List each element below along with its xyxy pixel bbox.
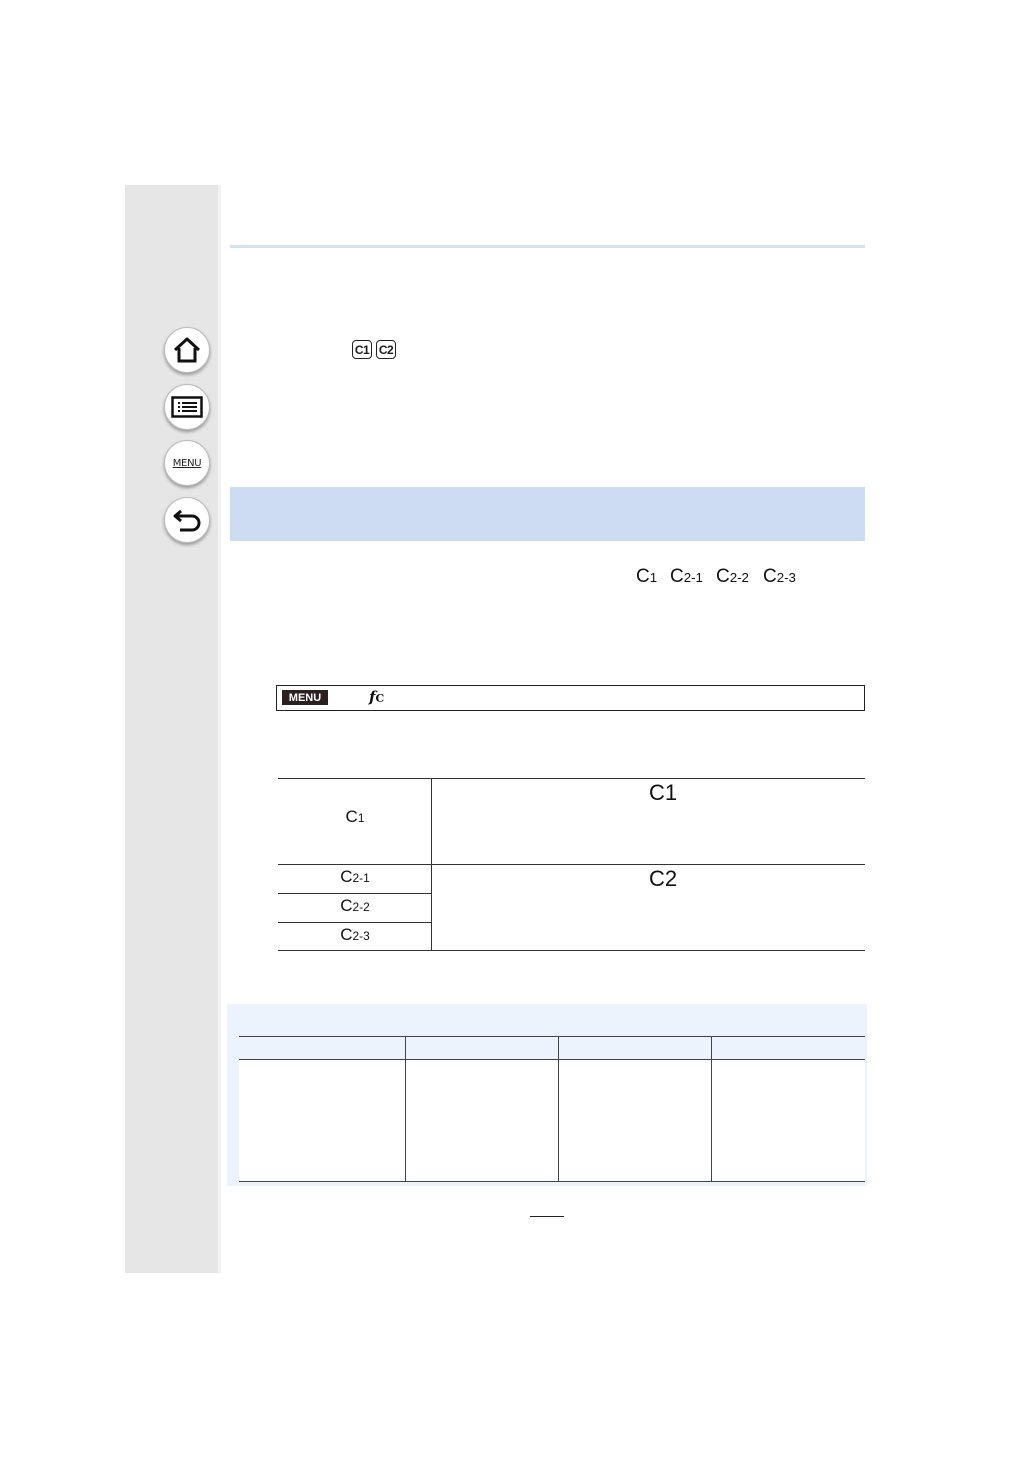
- note-table-body: [239, 1060, 865, 1181]
- c2-badge-icon: C2: [376, 340, 396, 359]
- sidebar-edge: [218, 185, 221, 1273]
- menu-chip: MENU: [282, 690, 328, 705]
- menu-icon: MENU: [172, 457, 202, 469]
- dial-label-c2: C2: [649, 866, 678, 891]
- mode-c2-3: C2-3: [763, 566, 796, 587]
- table-row-rule: [278, 893, 431, 894]
- table-row-rule: [278, 864, 865, 865]
- page-number-underline: [530, 1216, 564, 1217]
- table-cell-c2-3: C2-3: [340, 925, 370, 944]
- note-table-header-rule: [239, 1059, 865, 1060]
- mode-c1: C1: [636, 566, 658, 587]
- c1-badge-icon: C1: [352, 340, 372, 359]
- mode-c2-1: C2-1: [670, 566, 703, 587]
- home-icon: [172, 336, 202, 364]
- menu-button[interactable]: [164, 440, 210, 486]
- back-button[interactable]: [164, 497, 210, 543]
- table-cell-c2-1: C2-1: [340, 867, 370, 886]
- table-cell-c1: C1: [345, 807, 365, 826]
- list-icon: [171, 396, 203, 418]
- note-table-bottom-rule: [239, 1181, 865, 1182]
- note-table-column-divider: [711, 1036, 712, 1182]
- table-cell-c2-2: C2-2: [340, 896, 370, 915]
- custom-menu-icon: fC: [369, 688, 385, 706]
- contents-button[interactable]: [164, 384, 210, 430]
- note-table-column-divider: [558, 1036, 559, 1182]
- header-rule: [230, 245, 865, 248]
- section-heading-band: [230, 487, 865, 541]
- note-table-column-divider: [405, 1036, 406, 1182]
- back-arrow-icon: [172, 507, 202, 533]
- home-button[interactable]: [164, 327, 210, 373]
- mode-c2-2: C2-2: [716, 566, 749, 587]
- table-top-rule: [278, 778, 865, 779]
- dial-label-c1: C1: [649, 780, 678, 805]
- note-table-top-rule: [239, 1036, 865, 1037]
- table-bottom-rule: [278, 950, 865, 951]
- table-row-rule: [278, 922, 431, 923]
- menu-path-box: [276, 685, 865, 711]
